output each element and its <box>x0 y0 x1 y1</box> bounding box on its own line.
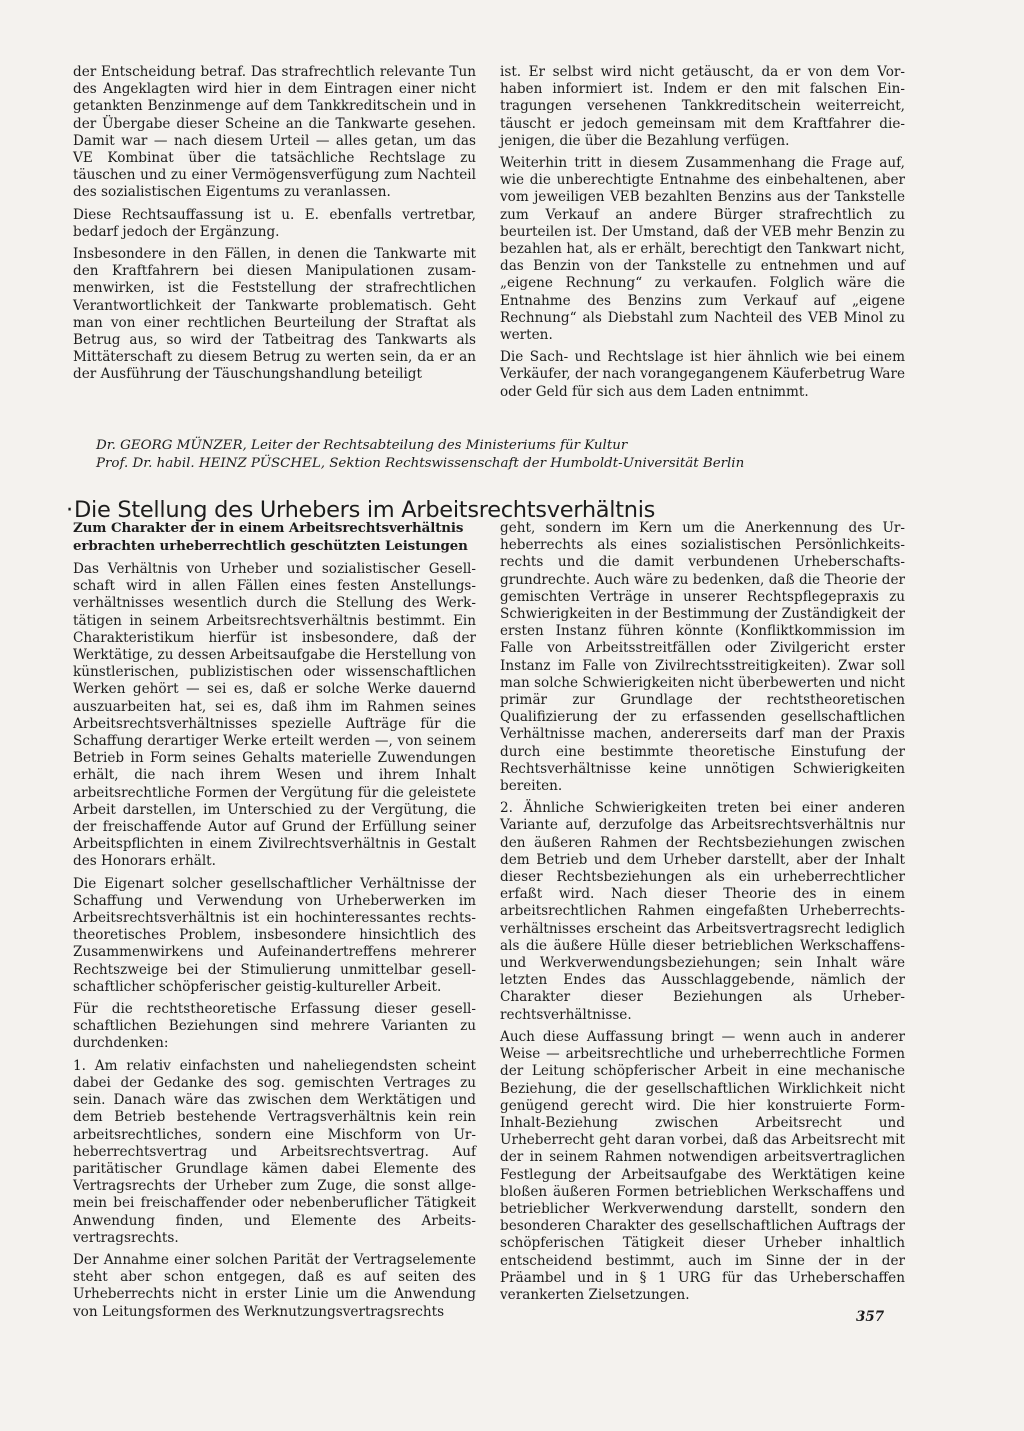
paragraph: Die Sach- und Rechtslage ist hier ähnlich wie bei einem Verkäufer, der nach vorangegangenem Käuferbetrug Ware oder Geld für sich aus dem Laden entnimmt. <box>500 349 905 400</box>
paragraph: Diese Rechtsauffassung ist u. E. ebenfalls vertretbar, bedarf jedoch der Ergänzung. <box>73 206 476 240</box>
paragraph: ist. Er selbst wird nicht getäuscht, da er von dem Vorhaben informiert ist. Indem er den mit falschen Eintragungen versehenen Tankkreditschein weiterreicht, täuscht er jedoch gemeinsam mit dem Kraftfahrer diejenigen, die über die Bezahlung verfügen. <box>500 64 905 149</box>
paragraph: 1. Am relativ einfachsten und naheliegendsten scheint dabei der Gedanke des sog. gemischten Vertrages zu sein. Danach wäre das zwischen dem Werktätigen und dem Betrieb bestehende Vertragsverhältnis kein rein arbeitsrechtliches, sondern eine Mischform von Urheberrechtsvertrag und Arbeitsrechtsvertrag. Auf paritätischer Grundlage kämen dabei Elemente des Vertragsrechts der Urheber zum Zuge, die sonst allgemein bei freischaffender oder nebenberuflicher Tätigkeit Anwendung finden, und Elemente des Arbeitsvertragsrechts. <box>73 1057 476 1246</box>
article-subtitle: Zum Charakter der in einem Arbeitsrechtsverhältnis erbrachten urheberrechtlich geschützten Leistungen <box>73 520 468 554</box>
paragraph: Das Verhältnis von Urheber und sozialistischer Gesellschaft wird in allen Fällen eines festen Anstellungsverhältnisses wesentlich durch die Stellung des Werktätigen in seinem Arbeitsrechtsverhältnis bestimmt. Ein Charakteristikum hierfür ist insbesondere, daß der Werktätige, zu dessen Arbeitsaufgabe die Herstellung von künstlerischen, publizistischen oder wissenschaftlichen Werken gehört — sei es, daß er solche Werke dauernd auszuarbeiten hat, sei es, daß ihm im Rahmen seines Arbeitsrechtsverhältnisses spezielle Aufträge für die Schaffung derartiger Werke erteilt werden —, von seinem Betrieb in Form seines Gehalts materielle Zuwendungen erhält, die nach ihrem Wesen und ihrem Inhalt arbeitsrechtliche Formen der Vergütung für die geleistete Arbeit darstellen, im Unterschied zu der Vergütung, die der freischaffende Autor auf Grund der Erfüllung seiner Arbeitspflichten in einem Zivilrechtsverhältnis in Gestalt des Honorars erhält. <box>73 561 476 870</box>
article-title-text: Die Stellung des Urhebers im Arbeitsrechtsverhältnis <box>74 497 656 524</box>
page-number: 357 <box>856 1309 885 1325</box>
continuation-column-left <box>73 64 476 389</box>
paragraph: Auch diese Auffassung bringt — wenn auch in anderer Weise — arbeitsrechtliche und urheberrechtliche Formen der Leitung schöpferischer Arbeit in eine mechanische Beziehung, die der gesellschaftlichen Wirklichkeit nicht genügend gerecht wird. Die hier konstruierte Form-Inhalt-Beziehung zwischen Arbeitsrecht und Urheberrecht geht daran vorbei, daß das Arbeitsrecht mit der in seinem Rahmen notwendigen arbeitsvertraglichen Festlegung der Arbeitsaufgabe des Werktätigen keine bloßen äußeren Formen betrieblichen Werkschaffens und betrieblicher Werkverwendung darstellt, sondern den besonderen Charakter des gesellschaftlichen Auftrags der schöpferischen Tätigkeit dieser Urheber inhaltlich entscheidend bestimmt, auch im Sinne der in der Präambel und in § 1 URG für das Urheberschaffen verankerten Zielsetzungen. <box>500 1028 905 1303</box>
author-line: Prof. Dr. habil. HEINZ PÜSCHEL, Sektion Rechtswissenschaft der Humboldt-Universität Berlin <box>96 456 745 471</box>
paragraph: Der Annahme einer solchen Parität der Vertragselemente steht aber schon entgegen, daß es auf seiten des Urheberrechts nicht in erster Linie um die Anwendung von Leitungsformen des Werknutzungsvertragsrechts <box>73 1251 476 1320</box>
paragraph: geht, sondern im Kern um die Anerkennung des Urheberrechts als eines sozialistischen Persönlichkeitsrechts und die damit verbundenen Urheberschaftsgrundrechte. Auch wäre zu bedenken, daß die Theorie der gemischten Verträge in unserer Rechtspflegepraxis zu Schwierigkeiten in der Bestimmung der Zuständigkeit der ersten Instanz führen könnte (Konfliktkommission im Falle von Arbeitsstreitfällen oder Zivilgericht erster Instanz im Falle von Zivilrechtsstreitigkeiten). Zwar soll man solche Schwierigkeiten nicht überbewerten und nicht primär zur Grundlage der rechtstheoretischen Qualifizierung der zu erfassenden gesellschaftlichen Verhältnisse machen, andererseits darf man der Praxis durch eine bestimmte theoretische Einstufung der Rechtsverhältnisse keine unnötigen Schwierigkeiten bereiten. <box>500 520 906 795</box>
article-title: ·Die Stellung des Urhebers im Arbeitsrechtsverhältnis <box>66 497 656 524</box>
paragraph: 2. Ähnliche Schwierigkeiten treten bei einer anderen Variante auf, derzufolge das Arbeitsrechtsverhältnis nur den äußeren Rahmen der Rechtsbeziehungen zwischen dem Betrieb und dem Urheber darstellt, aber der Inhalt dieser Rechtsbeziehungen als ein urheberrechtlicher erfaßt wird. Nach dieser Theorie des in einem arbeitsrechtlichen Rahmen eingefaßten Urheberrechtsverhältnisses erscheint das Arbeitsvertragsrecht lediglich als die äußere Hülle dieser betrieblichen Werkschaffens- und Werkverwendungsbeziehungen; sein Inhalt wäre letzten Endes das Ausschlaggebende, nämlich der Charakter dieser Beziehungen als Urheberrechtsverhältnisse. <box>500 800 905 1023</box>
paragraph: der Entscheidung betraf. Das strafrechtlich relevante Tun des Angeklagten wird hier in dem Eintragen einer nicht getankten Benzinmenge auf dem Tankkreditschein und in der Übergabe dieser Scheine an die Tankwarte gesehen. Damit war — nach diesem Urteil — alles getan, um das VE Kombinat über die tatsächliche Rechtslage zu täuschen und zu einer Vermögensverfügung zum Nachteil des sozialistischen Eigentums zu veranlassen. <box>73 64 476 201</box>
author-line: Dr. GEORG MÜNZER, Leiter der Rechtsabteilung des Ministeriums für Kultur <box>96 438 628 453</box>
paragraph: Insbesondere in den Fällen, in denen die Tankwarte mit den Kraftfahrern bei diesen Manipulationen zusammenwirken, ist die Feststellung der strafrechtlichen Verantwortlichkeit der Tankwarte problematisch. Geht man von einer rechtlichen Beurteilung der Straftat als Betrug aus, so wird der Tatbeitrag des Tankwarts als Mittäterschaft zu diesem Betrug zu werten sein, da er an der Ausführung der Täuschungshandlung beteiligt <box>73 246 476 383</box>
paragraph: Für die rechtstheoretische Erfassung dieser gesellschaftlichen Beziehungen sind mehrere Varianten zu durchdenken: <box>73 1001 476 1052</box>
paragraph: Die Eigenart solcher gesellschaftlicher Verhältnisse der Schaffung und Verwendung von Urheberwerken im Arbeitsrechtsverhältnis ist ein hochinteressantes rechtstheoretisches Problem, insbesondere hinsichtlich des Zusammenwirkens und Aufeinandertreffens mehrerer Rechtszweige bei der Stimulierung unmittelbar gesellschaftlicher schöpferischer geistig-kultureller Arbeit. <box>73 875 476 995</box>
continuation-column-right <box>500 64 905 406</box>
author-byline <box>96 437 916 473</box>
article-column-right <box>500 520 905 1309</box>
paragraph: Weiterhin tritt in diesem Zusammenhang die Frage auf, wie die unberechtigte Entnahme des einbehaltenen, aber vom jeweiligen VEB bezahlten Benzins aus der Tankstelle zum Verkauf an andere Bürger strafrechtlich zu beurteilen ist. Der Umstand, daß der VEB mehr Benzin zu bezahlen hat, als er erhält, berechtigt den Tankwart nicht, das Benzin von der Tankstelle zu entnehmen und auf „eigene Rechnung“ zu verkaufen. Folglich wäre die Entnahme des Benzins zum Verkauf auf „eigene Rechnung“ als Diebstahl zum Nachteil des VEB Minol zu werten. <box>500 155 905 344</box>
article-column-left <box>73 520 476 1326</box>
